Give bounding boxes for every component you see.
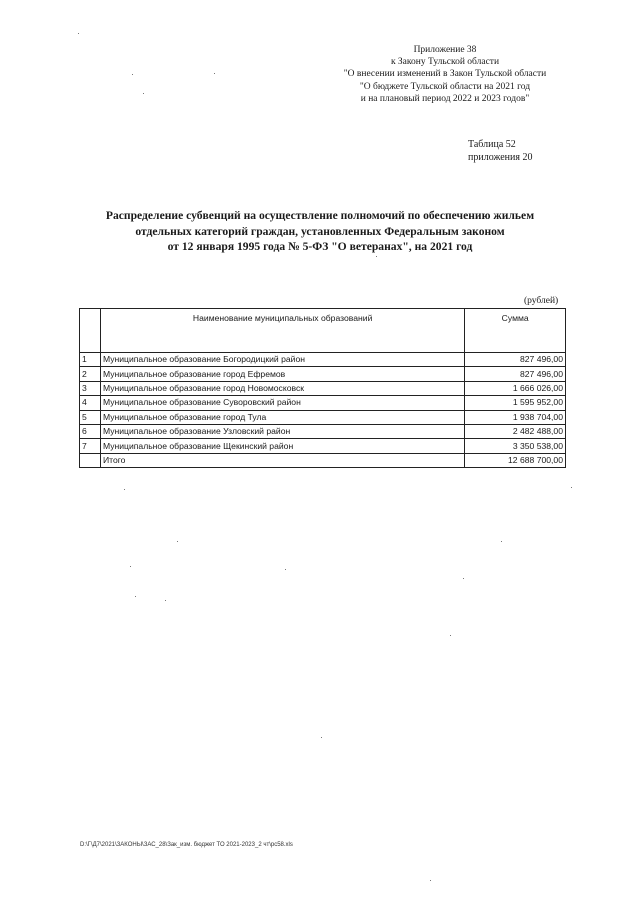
row-sum: 827 496,00 bbox=[465, 353, 566, 367]
appendix-line: и на плановый период 2022 и 2023 годов" bbox=[360, 93, 530, 104]
row-sum: 1 666 026,00 bbox=[465, 381, 566, 395]
table-row bbox=[80, 396, 566, 410]
row-name: Муниципальное образование Щекинский район bbox=[100, 439, 464, 453]
appendix-line: к Закону Тульской области bbox=[390, 57, 500, 68]
row-num: 2 bbox=[80, 367, 101, 381]
row-sum: 3 350 538,00 bbox=[465, 439, 566, 453]
table-row bbox=[80, 367, 566, 381]
row-name: Муниципальное образование город Тула bbox=[100, 410, 464, 424]
total-sum: 12 688 700,00 bbox=[465, 453, 566, 467]
row-num: 4 bbox=[80, 396, 101, 410]
header-sum: Сумма bbox=[465, 309, 566, 353]
table-ref-line: приложения 20 bbox=[468, 152, 533, 163]
scan-speck bbox=[321, 737, 322, 738]
appendix-line: "О бюджете Тульской области на 2021 год bbox=[359, 81, 531, 92]
document-title bbox=[60, 208, 580, 255]
title-line: от 12 января 1995 года № 5-ФЗ "О ветеранах", на 2021 год bbox=[167, 240, 473, 253]
scan-speck bbox=[78, 33, 79, 34]
row-sum: 1 595 952,00 bbox=[465, 396, 566, 410]
scan-speck bbox=[132, 74, 133, 75]
scan-speck bbox=[135, 596, 136, 597]
row-sum: 1 938 704,00 bbox=[465, 410, 566, 424]
file-path-footer: D:\Г\Д7\2021\ЗАКОНЫ\ЗАС_28\Зак_изм. бюджет ТО 2021-2023_2 чт\рс58.xls bbox=[80, 842, 293, 848]
unit-label: (рублей) bbox=[524, 296, 559, 306]
scan-speck bbox=[165, 600, 166, 601]
scan-speck bbox=[430, 880, 431, 881]
scan-speck bbox=[571, 487, 572, 488]
row-name: Муниципальное образование Богородицкий район bbox=[100, 353, 464, 367]
row-num: 7 bbox=[80, 439, 101, 453]
scan-speck bbox=[376, 256, 377, 257]
total-num bbox=[80, 453, 101, 467]
row-name: Муниципальное образование Узловский район bbox=[100, 424, 464, 438]
table-row bbox=[80, 424, 566, 438]
row-num: 1 bbox=[80, 353, 101, 367]
total-label: Итого bbox=[100, 453, 464, 467]
row-name: Муниципальное образование город Новомосковск bbox=[100, 381, 464, 395]
appendix-line: "О внесении изменений в Закон Тульской области bbox=[343, 69, 547, 80]
table-row bbox=[80, 410, 566, 424]
row-num: 3 bbox=[80, 381, 101, 395]
row-num: 6 bbox=[80, 424, 101, 438]
row-num: 5 bbox=[80, 410, 101, 424]
scan-speck bbox=[463, 578, 464, 579]
scan-speck bbox=[285, 569, 286, 570]
table-row bbox=[80, 439, 566, 453]
row-name: Муниципальное образование город Ефремов bbox=[100, 367, 464, 381]
header-num bbox=[80, 309, 101, 353]
table-total-row bbox=[80, 453, 566, 467]
scan-speck bbox=[501, 541, 502, 542]
table-ref-line: Таблица 52 bbox=[468, 139, 516, 150]
table-reference bbox=[468, 138, 532, 164]
scan-speck bbox=[450, 635, 451, 636]
table-row bbox=[80, 353, 566, 367]
appendix-reference bbox=[330, 44, 560, 105]
table-header-row bbox=[80, 309, 566, 353]
header-name: Наименование муниципальных образований bbox=[100, 309, 464, 353]
table-row bbox=[80, 381, 566, 395]
scan-speck bbox=[143, 93, 144, 94]
title-line: отдельных категорий граждан, установленных Федеральным законом bbox=[135, 224, 505, 238]
scan-speck bbox=[177, 541, 178, 542]
appendix-line: Приложение 38 bbox=[413, 45, 477, 55]
row-sum: 2 482 488,00 bbox=[465, 424, 566, 438]
row-sum: 827 496,00 bbox=[465, 367, 566, 381]
scan-speck bbox=[130, 566, 131, 567]
title-line: Распределение субвенций на осуществление полномочий по обеспечению жильем bbox=[105, 209, 535, 222]
scan-speck bbox=[124, 489, 125, 490]
row-name: Муниципальное образование Суворовский район bbox=[100, 396, 464, 410]
subsidy-table bbox=[79, 308, 566, 468]
scan-speck bbox=[214, 73, 215, 74]
